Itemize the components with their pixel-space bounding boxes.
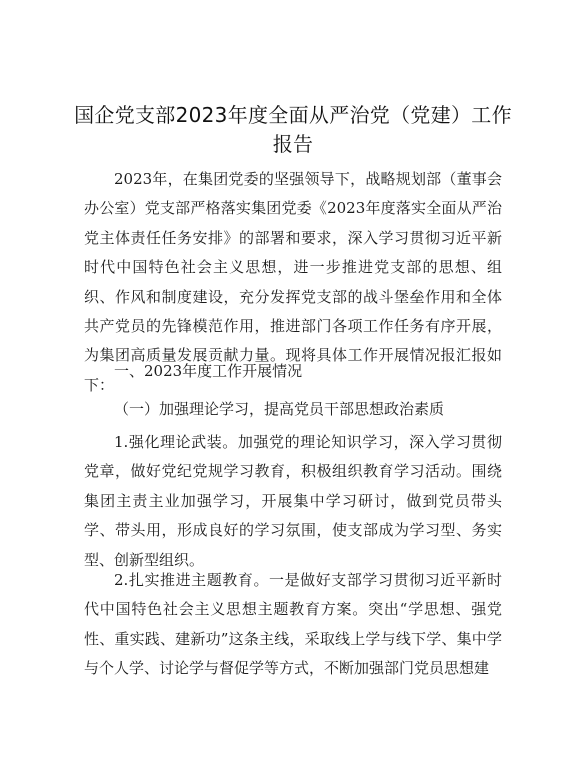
document-title: 国企党支部2023年度全面从严治党（党建）工作报告 xyxy=(74,103,512,156)
item-paragraph-2: 2.扎实推进主题教育。一是做好支部学习贯彻习近平新时代中国特色社会主义思想主题教育方案。突出“学思想、强党性、重实践、建新功”这条主线，采取线上学与线下学、集中学与个人学、讨论学与督促学等方式，不断加强部门党员思想建 xyxy=(84,571,502,678)
intro-paragraph: 2023年，在集团党委的坚强领导下，战略规划部（董事会办公室）党支部严格落实集团党委《2023年度落实全面从严治党主体责任任务安排》的部署和要求，深入学习贯彻习近平新时代中国特色社会主义思想，进一步推进党支部的思想、组织、作风和制度建设，充分发挥党支部的战斗堡垒作用和全体共产党员的先锋模范作用，推进部门各项工作任务有序开展，为集团高质量发展贡献力量。现将具体工作开展情况报汇报如下： xyxy=(84,170,502,394)
section-heading: 一、2023年度工作开展情况 xyxy=(114,362,303,380)
item-paragraph-1: 1.强化理论武装。加强党的理论知识学习，深入学习贯彻党章，做好党纪党规学习教育，积极组织教育学习活动。围绕集团主责主业加强学习，开展集中学习研讨，做到党员带头学、带头用，形成良好的学习氛围，使支部成为学习型、务实型、创新型组织。 xyxy=(84,433,502,569)
subsection-heading: （一）加强理论学习，提高党员干部思想政治素质 xyxy=(114,400,445,418)
